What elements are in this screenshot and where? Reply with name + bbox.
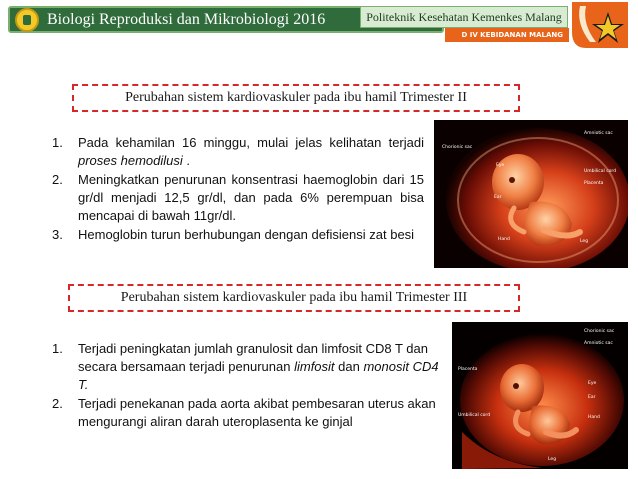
svg-text:Chorionic sac: Chorionic sac — [584, 329, 615, 334]
svg-text:Ear: Ear — [494, 195, 502, 200]
institution-name: Politeknik Kesehatan Kemenkes Malang — [360, 6, 568, 28]
trimester-2-heading: Perubahan sistem kardiovaskuler pada ibu hamil Trimester II — [72, 84, 520, 112]
svg-text:Leg: Leg — [580, 239, 589, 244]
star-emblem-icon — [566, 2, 628, 48]
svg-text:Hand: Hand — [498, 237, 510, 242]
list-item: 1. Terjadi peningkatan jumlah granulosit dan limfosit CD8 T dan secara bersamaan terjadi penurunan limfosit dan monosit CD4 T. — [52, 341, 439, 392]
institution-logo-icon — [15, 8, 39, 32]
list-item: 2. Meningkatkan penurunan konsentrasi haemoglobin dari 15 gr/dl menjadi 12,5 gr/dl, dan pada 6% perempuan bisa mencapai di bawah 11gr/dl. — [52, 172, 424, 223]
svg-text:Placenta: Placenta — [458, 367, 478, 372]
svg-text:Eye: Eye — [588, 381, 597, 386]
svg-text:Umbilical cord: Umbilical cord — [584, 169, 617, 174]
svg-text:Leg: Leg — [548, 457, 557, 462]
trimester-3-heading: Perubahan sistem kardiovaskuler pada ibu hamil Trimester III — [68, 284, 520, 312]
department-label: D IV KEBIDANAN MALANG — [445, 28, 569, 42]
svg-text:Umbilical cord: Umbilical cord — [458, 413, 491, 418]
svg-text:Chorionic sac: Chorionic sac — [442, 145, 473, 150]
list-item: 1. Pada kehamilan 16 minggu, mulai jelas kelihatan terjadi proses hemodilusi . — [52, 135, 424, 168]
list-item: 3. Hemoglobin turun berhubungan dengan defisiensi zat besi — [52, 227, 415, 242]
fetus-trimester-3-photo — [452, 322, 628, 469]
slide-header — [0, 0, 638, 46]
trimester-2-list — [52, 134, 424, 245]
svg-text:Hand: Hand — [588, 415, 600, 420]
svg-text:Placenta: Placenta — [584, 181, 604, 186]
list-item: 2. Terjadi penekanan pada aorta akibat pembesaran uterus akan mengurangi aliran darah uteroplasenta ke ginjal — [52, 396, 436, 429]
fetus-trimester-2-photo — [434, 120, 628, 268]
svg-text:Amniotic sac: Amniotic sac — [584, 341, 613, 346]
trimester-3-list — [52, 340, 452, 432]
slide-series-title: Biologi Reproduksi dan Mikrobiologi 2016 — [47, 10, 326, 28]
svg-text:Ear: Ear — [588, 395, 596, 400]
svg-text:Amniotic sac: Amniotic sac — [584, 131, 613, 136]
svg-text:Eye: Eye — [496, 163, 505, 168]
